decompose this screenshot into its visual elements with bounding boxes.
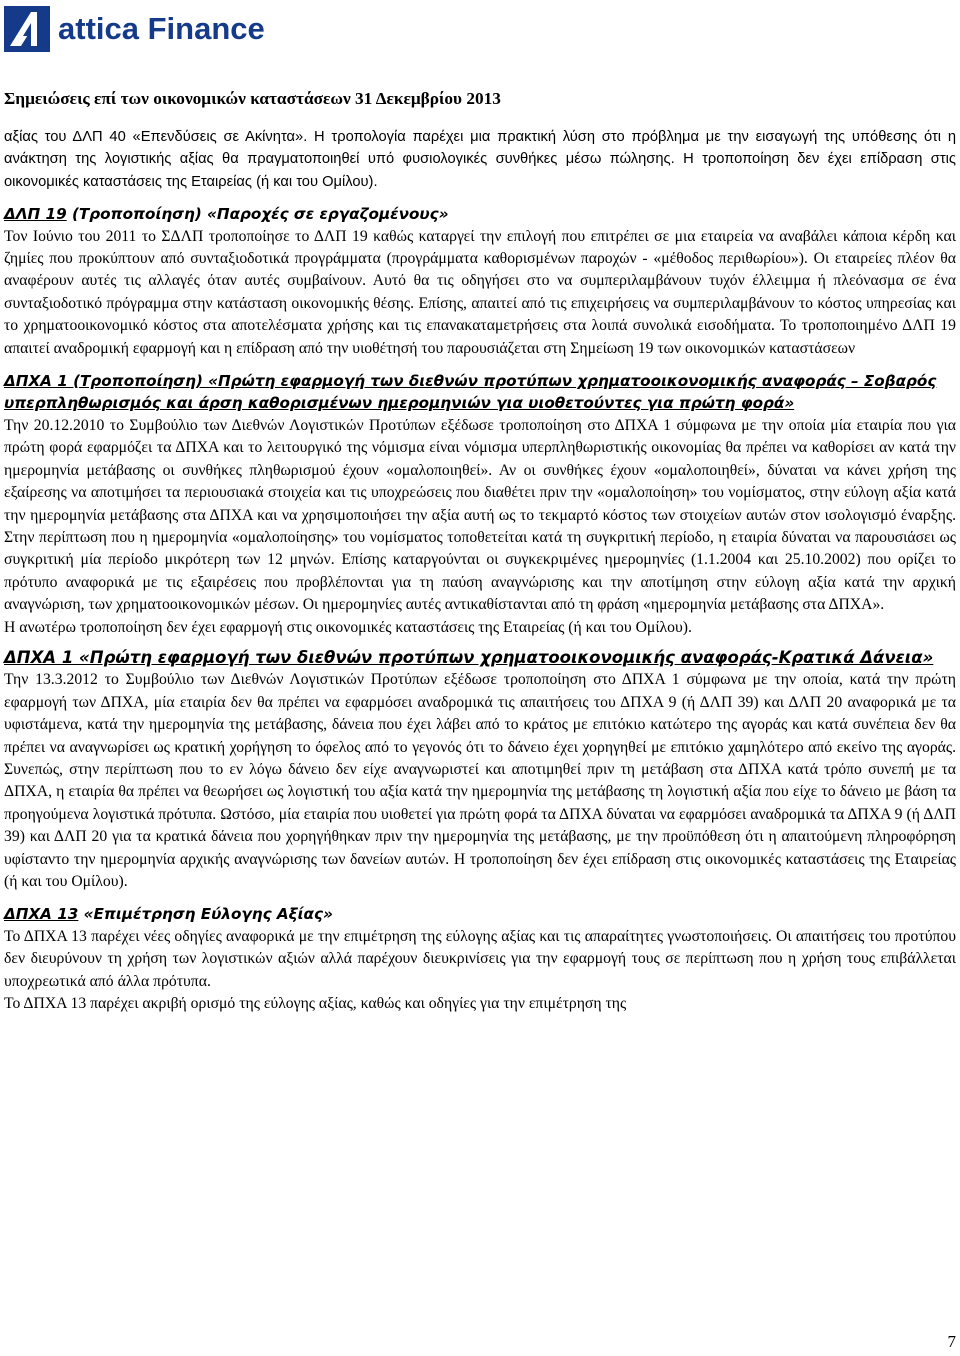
section-note-ifrs1-hyperinflation: Η ανωτέρω τροποποίηση δεν έχει εφαρμογή στις οικονομικές καταστάσεις της Εταιρείας (ή και του Ομίλου). <box>4 618 692 636</box>
section-body-ifrs1-government-loans: Την 13.3.2012 το Συμβούλιο των Διεθνών Λογιστικών Προτύπων εξέδωσε τροποποίηση στο ΔΠΧΑ 1 σύμφωνα με την οποία, κατά την πρώτη εφαρμογή των ΔΠΧΑ, μία εταιρία δεν θα πρέπει να εφαρμόσει αναδρομικά τις απαιτήσεις του ΔΠΧΑ 9 (ή ΔΛΠ 39) και ΔΛΠ 20 αναφορικά με τα υφιστάμενα, κατά την ημερομηνία της μετάβασης, δάνεια που έχει λάβει από το κράτος με επιτόκιο κατώτερο της αγοράς και κατά συνέπεια δεν θα πρέπει να αναγνωρίσει ως κρατική χορήγηση το όφελος από το γεγονός ότι το δάνειο έχει χορηγηθεί με επιτόκιο χαμηλότερο από εκείνο της αγοράς. Συνεπώς, στην περίπτωση που το εν λόγω δάνειο δεν είχε αναγνωριστεί και αποτιμηθεί πριν τη μετάβαση στα ΔΠΧΑ κατά τρόπο συνεπή με τα ΔΠΧΑ, η εταιρία θα πρέπει να θεωρήσει ως λογιστική του αξία κατά την ημερομηνία της μετάβασης τη λογιστική αξία που είχε το δάνειο με βάση τα προηγούμενα λογιστικά πρότυπα. Ωστόσο, μία εταιρία που υιοθετεί για πρώτη φορά τα ΔΠΧΑ δύναται να εφαρμόσει αναδρομικά τα ΔΠΧΑ 9 (ή ΔΛΠ 39) και ΔΛΠ 20 για τα κρατικά δάνεια που χορηγήθηκαν πριν την ημερομηνία της μετάβασης, με την προϋπόθεση ότι η απαιτούμενη πληροφόρηση υφίσταντο την ημερομηνία αρχικής αναγνώρισης των δανείων αυτών. Η τροποποίηση δεν έχει επίδραση στις οικονομικές καταστάσεις της Εταιρείας (ή και του Ομίλου). <box>4 671 956 890</box>
section-title-ifrs1-hyperinflation-text: ΔΠΧΑ 1 (Τροποποίηση) «Πρώτη εφαρμογή των διεθνών προτύπων χρηματοοικονομικής αναφοράς – Σοβαρός υπερπληθωρισμός και άρση καθορισμένων ημερομηνιών για υιοθετούντες για πρώτη φορά» <box>4 372 937 413</box>
section-body-ifrs13-continued: Το ΔΠΧΑ 13 παρέχει ακριβή ορισμό της εύλογης αξίας, καθώς και οδηγίες για την επιμέτρηση της <box>4 995 627 1013</box>
company-logo <box>4 6 265 52</box>
section-body-ias19: Τον Ιούνιο του 2011 το ΣΔΛΠ τροποποίησε το ΔΛΠ 19 καθώς καταργεί την επιλογή που επιτρέπει σε μια εταιρεία να αναβάλει κάποια κέρδη και ζημίες που προκύπτουν από συνταξιοδοτικά προγράμματα (προγράμματα καθορισμένων παροχών - «μέθοδος περιθωρίου»). Οι εταιρείες πλέον θα αναφέρουν αυτές τις αλλαγές όταν αυτές συμβαίνουν. Αυτό θα τις οδηγήσει στο να συμπεριλαμβάνουν τυχόν έλλειμμα ή πλεόνασμα σε ένα συνταξιοδοτικό πρόγραμμα στην κατάσταση οικονομικής θέσης. Επίσης, απαιτεί από τις επιχειρήσεις να συμπεριλαμβάνουν το κόστος υπηρεσίας και το χρηματοοικονομικό κόστος στα αποτελέσματα χρήσης και τις επανακαταμετρήσεις στα λοιπά συνολικά εισοδήματα. Το τροποποιημένο ΔΛΠ 19 απαιτεί αναδρομική εφαρμογή και η επίδραση από την υιοθέτησή του παρουσιάζεται στη Σημείωση 19 των οικονομικών καταστάσεων <box>4 227 956 357</box>
section-body-ifrs13: Το ΔΠΧΑ 13 παρέχει νέες οδηγίες αναφορικά με την επιμέτρηση της εύλογης αξίας και τις απαραίτητες γνωστοποιήσεις. Οι απαιτήσεις του προτύπου δεν διευρύνουν τη χρήση των λογιστικών αξιών αλλά παρέχουν διευκρινίσεις για την εφαρμογή τους σε περίπτωση που η χρήση τους επιβάλλεται υποχρεωτικά από άλλα πρότυπα. <box>4 927 956 990</box>
section-title-ifrs13-rest: «Επιμέτρηση Εύλογης Αξίας» <box>78 905 333 924</box>
section-title-ifrs13 <box>4 903 956 925</box>
page-number: 7 <box>947 1332 956 1351</box>
section-body-ifrs1-hyperinflation: Την 20.12.2010 το Συμβούλιο των Διεθνών Λογιστικών Προτύπων εξέδωσε τροποποίηση στο ΔΠΧΑ 1 σύμφωνα με την οποία μία εταιρία που για πρώτη φορά εφαρμόζει τα ΔΠΧΑ και το λειτουργικό της νόμισμα είναι νόμισμα υπερπληθωριστικής οικονομίας θα πρέπει να καθορίσει αν κατά την ημερομηνία μετάβασης οι συνθήκες πληθωρισμού έχουν «ομαλοποιηθεί». Αν οι συνθήκες έχουν «ομαλοποιηθεί», δύναται να κάνει χρήση της εξαίρεσης να αποτιμήσει τα περιουσιακά στοιχεία και τις υποχρεώσεις που διαθέτει πριν την «ομαλοποίηση» του νομίσματος, στην εύλογη αξία κατά την ημερομηνία μετάβασης στα ΔΠΧΑ και να χρησιμοποιήσει την αξία αυτή ως το τεκμαρτό κόστος των στοιχείων αυτών στον ισολογισμό έναρξης. Στην περίπτωση που η ημερομηνία «ομαλοποίησης» του νομίσματος τοποθετείται κατά τη συγκριτική περίοδο, η εταιρία δύναται να παρουσιάσει ως συγκριτική μία περίοδο μικρότερη των 12 μηνών. Επίσης καταργούνται οι συγκεκριμένες ημερομηνίες (1.1.2004 και 25.10.2002) που ορίζει το πρότυπο αναφορικά με τις εξαιρέσεις που προβλέπονται για τη παύση αναγνώρισης και την αποτίμηση στην εύλογη αξία κατά την αρχική αναγνώριση, των χρηματοοικονομικών μέσων. Οι ημερομηνίες αυτές αντικαθίστανται από τη φράση «ημερομηνία μετάβασης στα ΔΠΧΑ». <box>4 416 956 614</box>
attica-logo-icon <box>4 6 50 52</box>
document-body <box>4 126 956 1015</box>
section-title-ias19 <box>4 203 956 225</box>
section-title-ifrs1-hyperinflation <box>4 370 956 415</box>
section-title-ias19-rest: (Τροποποίηση) «Παροχές σε εργαζομένους» <box>66 205 449 224</box>
section-title-ifrs1-government-loans-text: ΔΠΧΑ 1 «Πρώτη εφαρμογή των διεθνών προτύπων χρηματοοικονομικής αναφοράς-Κρατικά Δάνεια» <box>4 647 934 667</box>
brand-name: attica Finance <box>58 11 265 46</box>
page-heading: Σημειώσεις επί των οικονομικών καταστάσεων 31 Δεκεμβρίου 2013 <box>4 89 501 108</box>
section-title-ifrs1-government-loans <box>4 647 956 669</box>
section-title-ifrs13-underlined: ΔΠΧΑ 13 <box>4 905 79 924</box>
intro-paragraph: αξίας του ΔΛΠ 40 «Επενδύσεις σε Ακίνητα». Η τροπολογία παρέχει μια πρακτική λύση στο πρόβλημα με την εισαγωγή της υπόθεσης ότι η ανάκτηση της λογιστικής αξίας θα πραγματοποιηθεί υπό φυσιολογικές συνθήκες μέσω πώλησης. Η τροποποίηση δεν έχει επίδραση στις οικονομικές καταστάσεις της Εταιρείας (ή και του Ομίλου). <box>4 129 956 190</box>
section-title-ias19-underlined: ΔΛΠ 19 <box>4 205 67 224</box>
